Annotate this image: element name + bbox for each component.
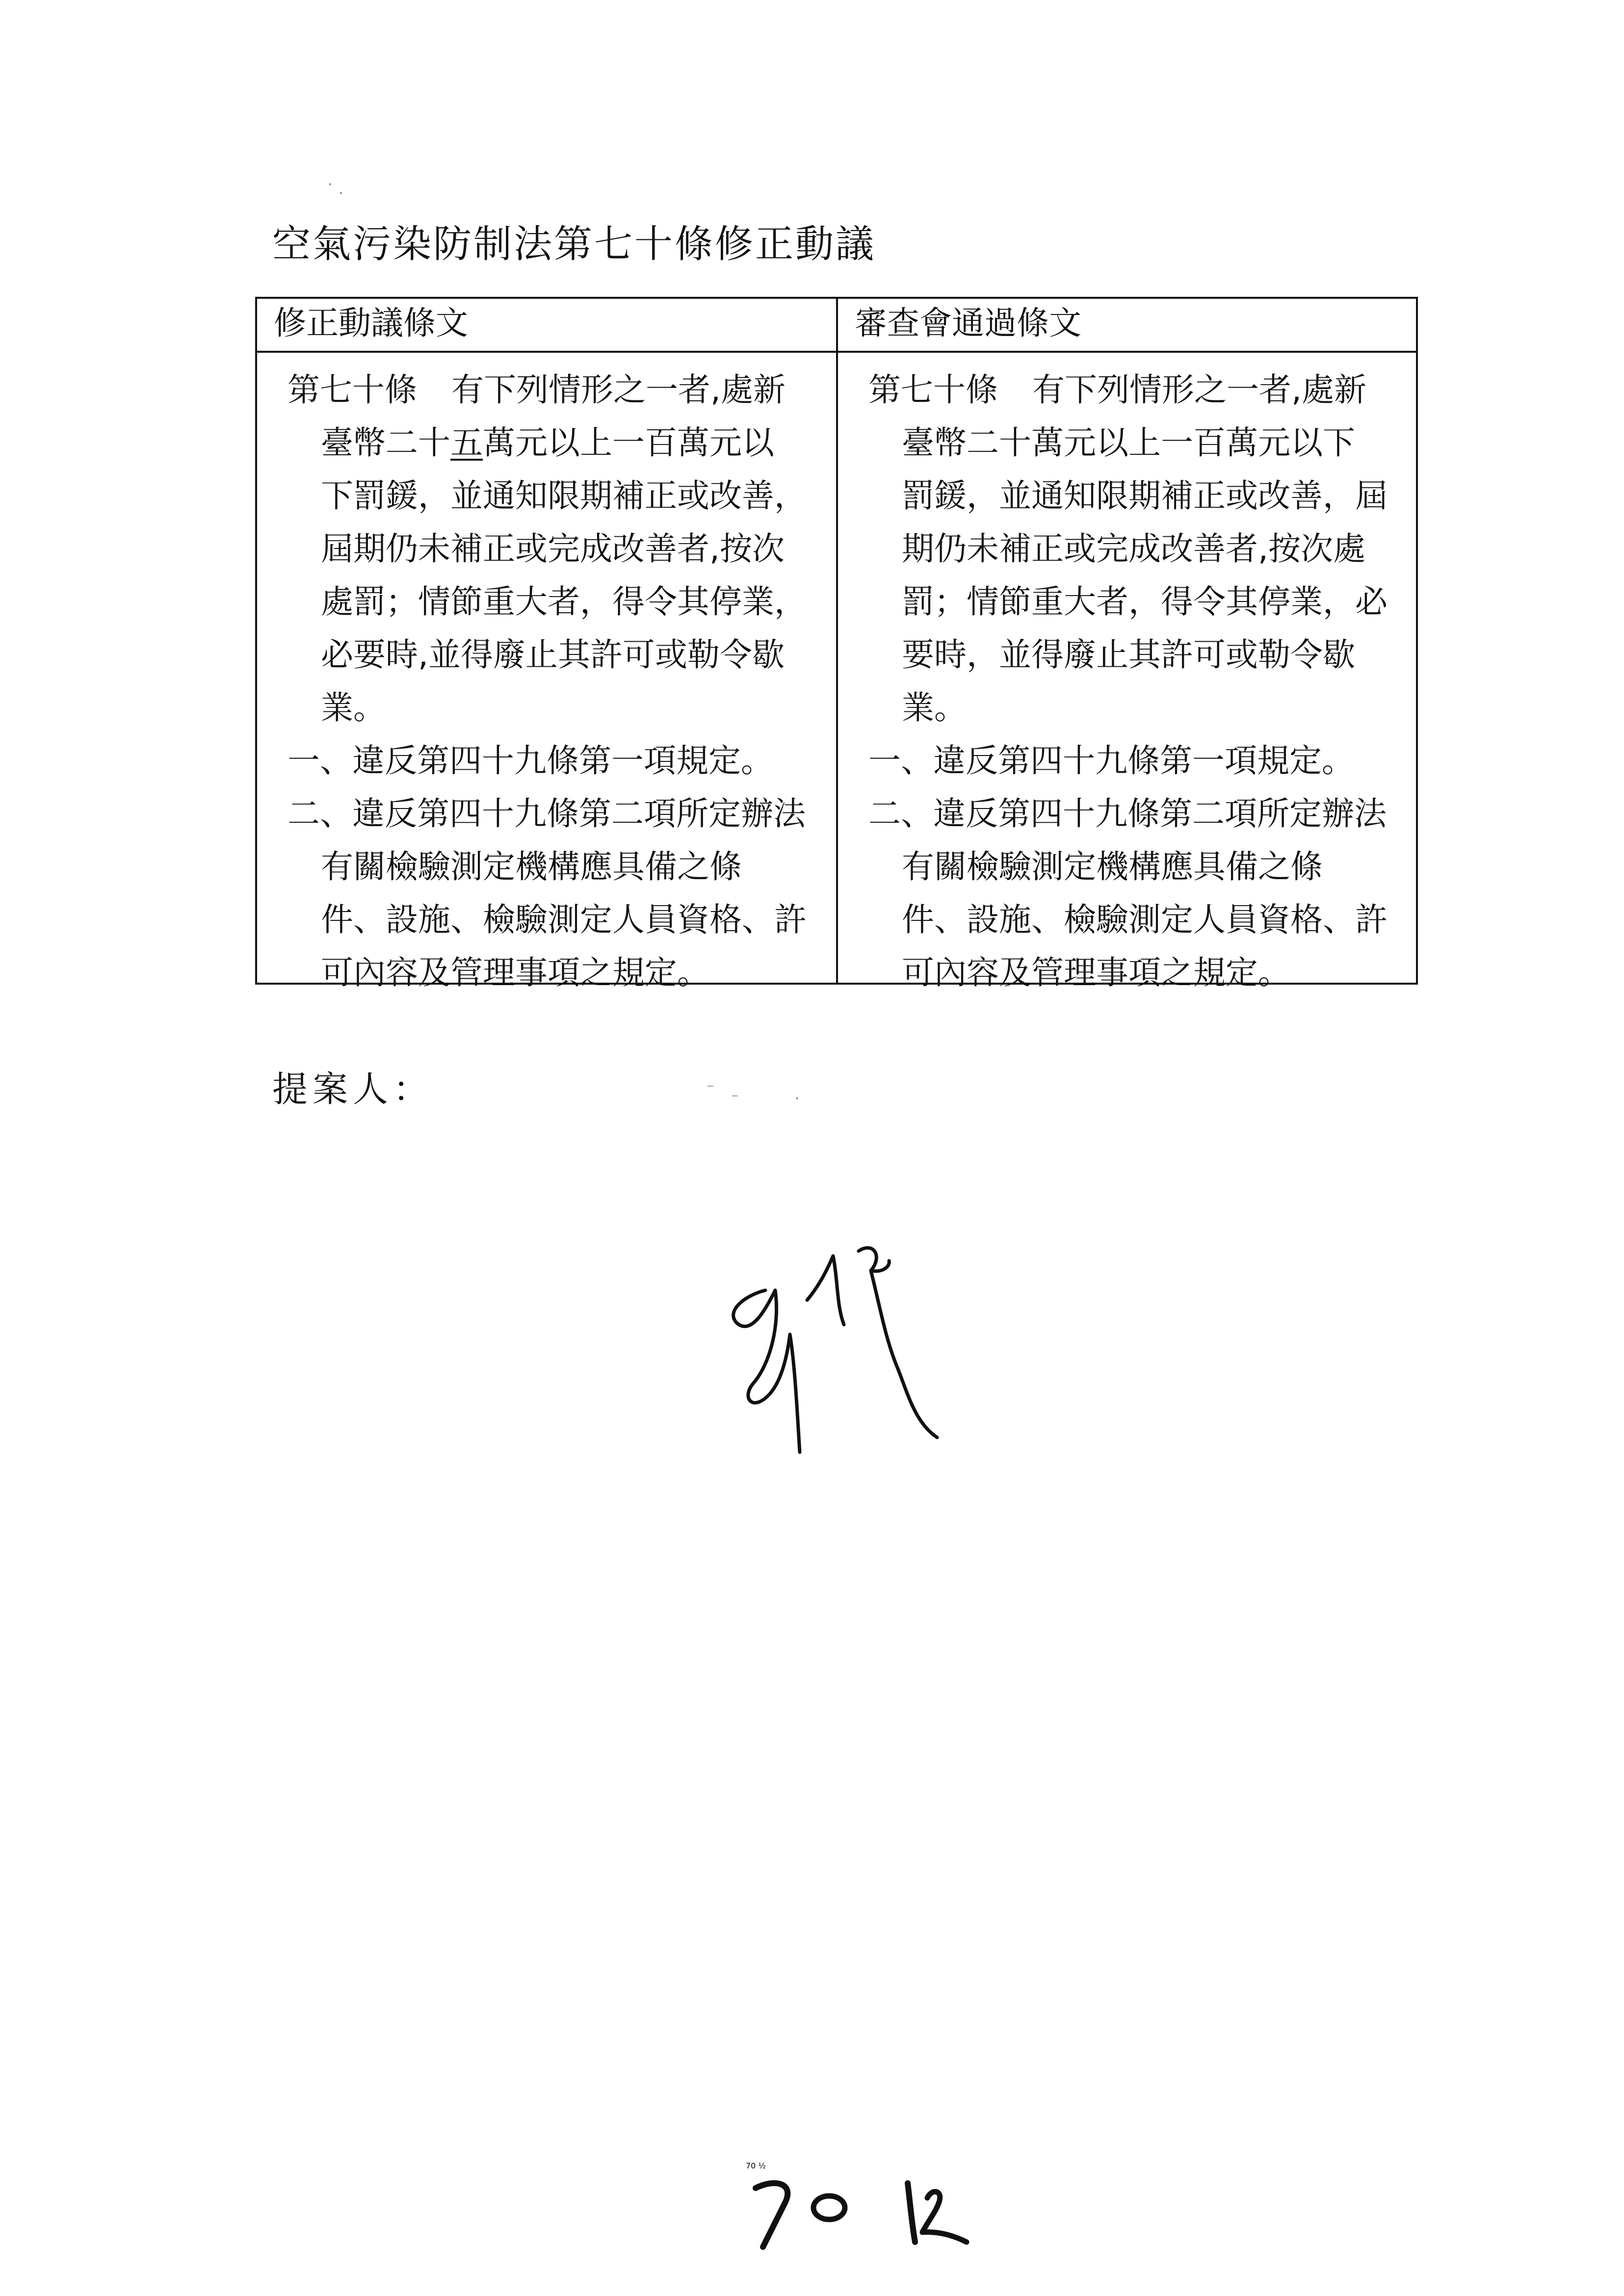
article-item-2: 二、違反第四十九條第二項所定辦法 <box>868 795 1387 833</box>
article-body-line: 要時，並得廢止其許可或勒令歇 <box>902 636 1355 674</box>
article-body-line <box>288 417 816 470</box>
article-body-line: 屆期仍未補正或完成改善者,按次 <box>321 530 785 568</box>
article-text-segment: 臺幣二十 <box>321 424 450 462</box>
column-header-committee: 審查會通過條文 <box>838 299 1416 353</box>
article-body-line: 罰鍰，並通知限期補正或改善，屆 <box>902 477 1388 515</box>
article-item-2-continuation: 件、設施、檢驗測定人員資格、許 <box>321 901 807 939</box>
article-item-2-continuation: 可內容及管理事項之規定。 <box>902 954 1290 991</box>
comparison-table <box>255 297 1418 991</box>
article-heading <box>288 364 816 417</box>
article-item-1: 一、違反第四十九條第一項規定。 <box>868 742 1354 780</box>
article-body-line: 業。 <box>902 689 967 727</box>
scan-speck-mark: · <box>328 176 333 193</box>
article-number: 第七十條 <box>868 371 998 409</box>
article-body-line: 處罰；情節重大者，得令其停業， <box>321 583 807 621</box>
article-item-2: 二、違反第四十九條第二項所定辦法 <box>288 795 806 833</box>
committee-article-cell <box>838 353 1416 991</box>
proposer-label: 提案人： <box>272 1069 434 1110</box>
article-first-line: 有下列情形之一者,處新 <box>451 371 786 409</box>
article-text-segment: 萬元以上一百萬元以 <box>483 424 774 462</box>
handwritten-page-mark-text: 70 ½ <box>746 2161 766 2170</box>
article-body-line: 下罰鍰，並通知限期補正或改善， <box>321 477 807 515</box>
article-item-2-continuation: 件、設施、檢驗測定人員資格、許 <box>902 901 1388 939</box>
scan-speck-mark: · <box>795 1090 800 1107</box>
amendment-article-cell <box>257 353 838 991</box>
article-item-1: 一、違反第四十九條第一項規定。 <box>288 742 773 780</box>
article-body-line: 期仍未補正或完成改善者,按次處 <box>902 530 1365 568</box>
handwritten-signature <box>707 1236 981 1491</box>
article-first-line: 有下列情形之一者,處新 <box>1032 371 1366 409</box>
article-body-line: 業。 <box>321 689 386 727</box>
scan-speck-mark: ⁻ <box>707 1080 714 1097</box>
article-item-2-continuation: 有關檢驗測定機構應具備之條 <box>321 848 742 886</box>
document-title: 空氣污染防制法第七十條修正動議 <box>272 222 876 266</box>
article-body-line: 必要時,並得廢止其許可或勒令歇 <box>321 636 785 674</box>
article-body-line: 臺幣二十萬元以上一百萬元以下 <box>902 424 1355 462</box>
article-heading <box>868 364 1396 417</box>
article-item-2-continuation: 有關檢驗測定機構應具備之條 <box>902 848 1323 886</box>
amended-figure-underlined: 五 <box>450 424 483 462</box>
scan-speck-mark: ⁻ <box>731 1090 739 1107</box>
article-item-2-continuation: 可內容及管理事項之規定。 <box>321 954 709 991</box>
article-number: 第七十條 <box>288 371 417 409</box>
handwritten-page-mark <box>746 2161 1001 2257</box>
column-header-amendment: 修正動議條文 <box>257 299 838 353</box>
article-body-line: 罰；情節重大者，得令其停業，必 <box>902 583 1388 621</box>
scan-speck-mark: · <box>339 185 343 202</box>
